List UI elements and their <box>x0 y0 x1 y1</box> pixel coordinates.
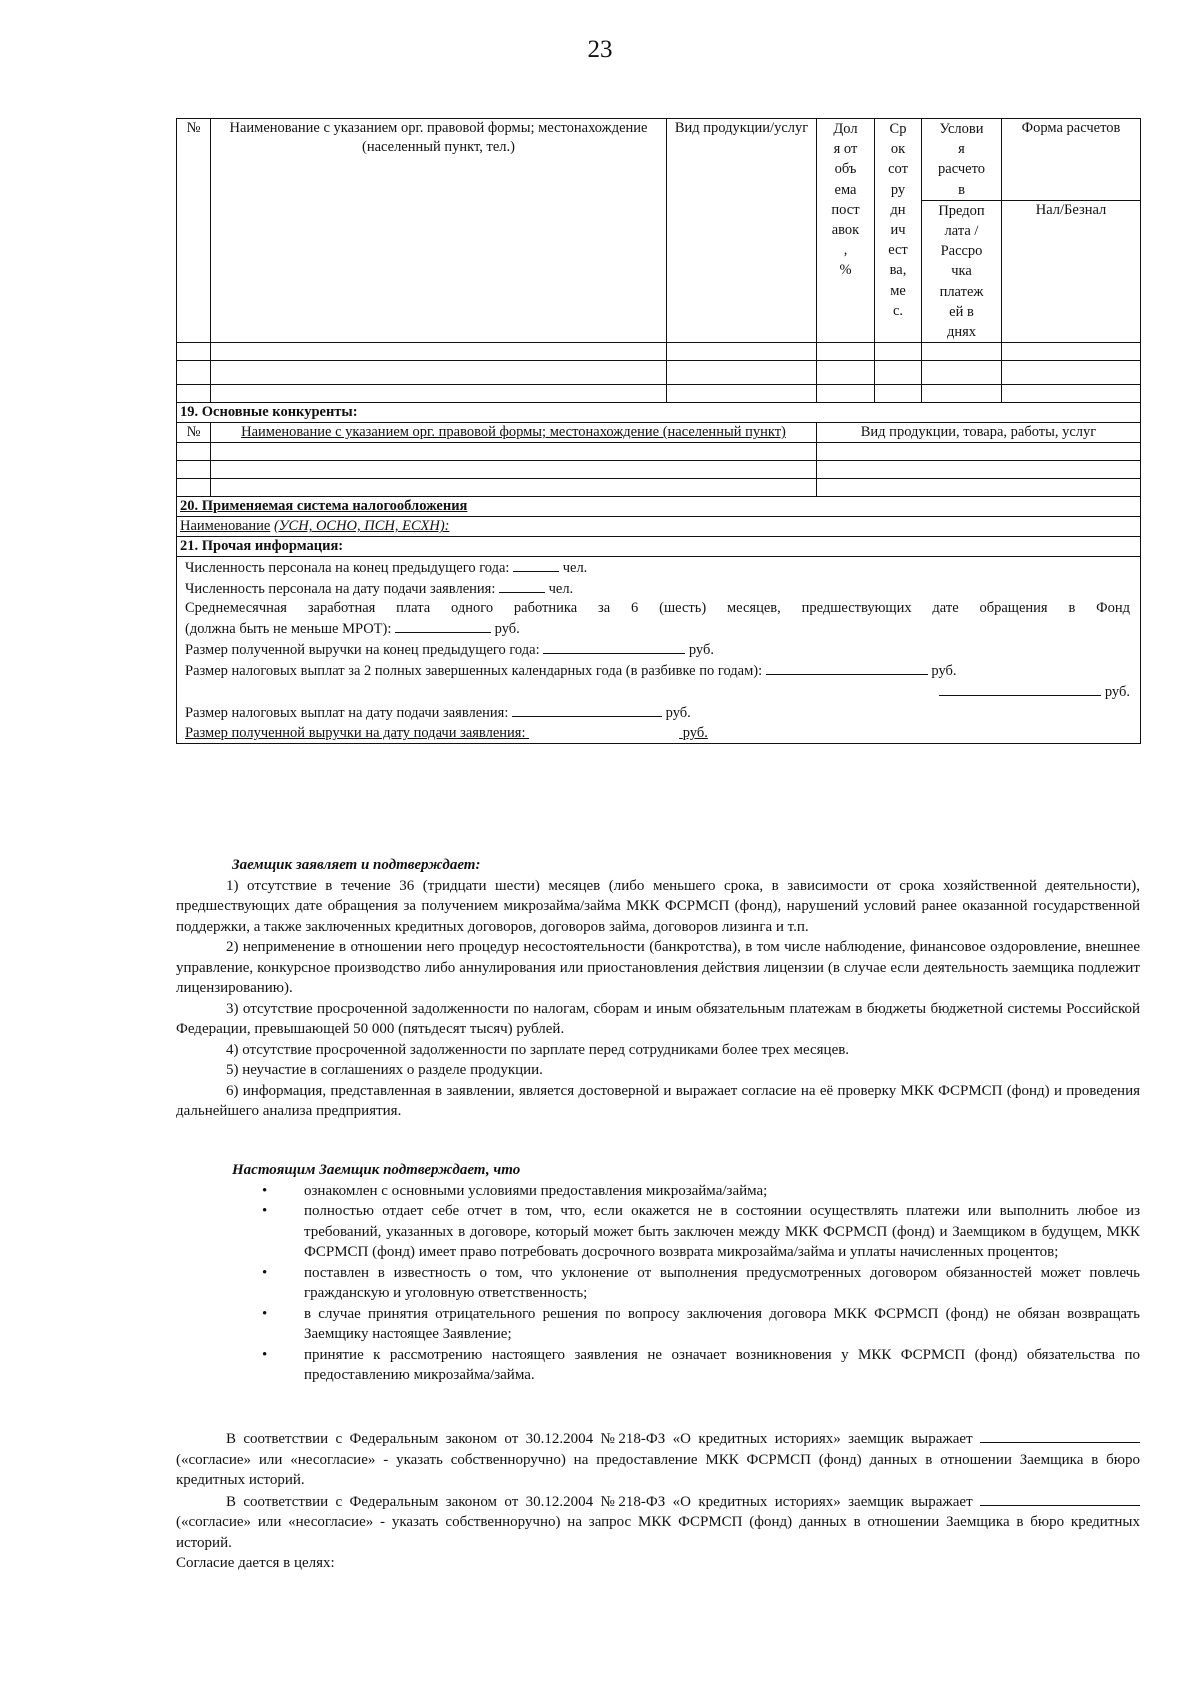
table-cell[interactable] <box>1002 385 1141 403</box>
declaration-item-1: 1) отсутствие в течение 36 (тридцати шести) месяцев (либо меньшего срока, в зависимости от срока хозяйственной деятельности), предшествующих дате обращения за получением микрозайма/займа МКК ФСРМСП (фонд), нарушений условий ранее оказанной государственной поддержки, а также заключенных кредитных договоров, договоров займа, договоров лизинга и т.п. <box>176 877 1140 935</box>
consent-purpose: Согласие дается в целях: <box>176 1555 335 1571</box>
declaration-item-2: 2) неприменение в отношении него процедур несостоятельности (банкротства), в том числе наблюдение, финансовое оздоровление, внешнее управление, конкурсное производство либо аннулирования или приостановления действия лицензии (в случае если деятельность заемщика подлежит лицензированию). <box>176 939 1140 996</box>
table-cell[interactable] <box>177 385 211 403</box>
table-cell[interactable] <box>177 443 211 461</box>
tax-now-line: Размер налоговых выплат на дату подачи заявления: руб. <box>185 702 1130 723</box>
table-cell[interactable] <box>817 361 875 385</box>
staff-prev-year-field[interactable] <box>513 557 559 572</box>
revenue-now-field[interactable] <box>529 723 679 737</box>
consent-paragraph-1: В соответствии с Федеральным законом от 30.12.2004 №218-ФЗ «О кредитных историях» заемщик выражает («согласие» или «несогласие» - указать собственноручно) на предоставление МКК ФСРМСП (фонд) данных в отношении Заемщика в бюро кредитных историй. <box>176 1428 1140 1491</box>
revenue-prev-year-field[interactable] <box>543 639 685 654</box>
table-cell[interactable] <box>211 461 817 479</box>
competitor-header-number: № <box>177 423 211 443</box>
section-20-title: 20. Применяемая система налогообложения <box>177 497 1141 517</box>
declaration-section <box>176 855 1140 1122</box>
bullet-icon: • <box>262 1182 268 1199</box>
tax-now-field[interactable] <box>512 702 662 717</box>
table-row <box>177 385 1141 403</box>
list-item: • ознакомлен с основными условиями предоставления микрозайма/займа; <box>304 1181 1140 1202</box>
table-cell[interactable] <box>667 343 817 361</box>
table-cell[interactable] <box>922 343 1002 361</box>
table-row <box>177 343 1141 361</box>
table-cell[interactable] <box>817 385 875 403</box>
table-cell[interactable] <box>875 385 922 403</box>
header-name: Наименование с указанием орг. правовой формы; местонахождение (населенный пункт, тел.) <box>211 119 667 343</box>
list-item: • полностью отдает себе отчет в том, что, если окажется не в состоянии осуществлять платежи или выполнить любое из требований, указанных в договоре, который может быть заключен между МКК ФСРМСП (фонд) и Заемщиком в будущем, МКК ФСРМСП (фонд) имеет право потребовать досрочного возврата микрозайма/займа и уплаты начисленных процентов; <box>262 1203 1140 1260</box>
tax-system-label: Наименование <box>180 518 271 535</box>
section-21-title: 21. Прочая информация: <box>177 537 1141 557</box>
bullet-icon: • <box>262 1346 268 1363</box>
declaration-item-4: 4) отсутствие просроченной задолженности по зарплате перед сотрудниками более трех месяцев. <box>226 1041 850 1058</box>
declaration-heading: Заемщик заявляет и подтверждает: <box>232 857 481 873</box>
header-payment-form: Форма расчетов <box>1002 119 1141 201</box>
application-form-table <box>176 118 1141 744</box>
header-prepayment <box>922 200 1002 342</box>
table-cell[interactable] <box>875 361 922 385</box>
header-prepayment-text: Предоп лата / Рассро чка платеж ей в днях <box>938 202 985 341</box>
staff-now-field[interactable] <box>499 578 545 593</box>
table-cell[interactable] <box>211 443 817 461</box>
list-item: • поставлен в известность о том, что уклонение от выполнения предусмотренных договором обязанностей может повлечь гражданскую и уголовную ответственность; <box>262 1264 1140 1301</box>
section-21-body-row <box>177 557 1141 744</box>
table-cell[interactable] <box>211 385 667 403</box>
table-cell[interactable] <box>922 385 1002 403</box>
staff-now-line: Численность персонала на дату подачи заявления: чел. <box>185 578 1130 599</box>
competitor-header-type: Вид продукции, товара, работы, услуг <box>817 423 1141 443</box>
table-row <box>177 361 1141 385</box>
table-cell[interactable] <box>211 343 667 361</box>
bullet-icon: • <box>262 1264 268 1281</box>
table-cell[interactable] <box>177 461 211 479</box>
list-item: • в случае принятия отрицательного решения по вопросу заключения договора МКК ФСРМСП (фонд) не обязан возвращать Заемщику настоящее Заявление; <box>262 1305 1140 1342</box>
header-share-text: Дол я от объ ема пост авок , % <box>831 121 860 279</box>
table-header-row <box>177 119 1141 201</box>
table-cell[interactable] <box>177 343 211 361</box>
section-21-title-row <box>177 537 1141 557</box>
revenue-prev-year-line: Размер полученной выручки на конец предыдущего года: руб. <box>185 639 1130 660</box>
confirmation-list <box>176 1181 1140 1386</box>
tax-two-years-line: Размер налоговых выплат за 2 полных завершенных календарных года (в разбивке по годам): руб. <box>185 660 1130 681</box>
header-product-type: Вид продукции/услуг <box>667 119 817 343</box>
consent-2-field[interactable] <box>980 1491 1140 1506</box>
header-number: № <box>177 119 211 343</box>
header-term-text: Ср ок сот ру дн ич ест ва, ме с. <box>888 121 908 319</box>
tax-system-hint: (УСН, ОСНО, ПСН, ЕСХН): <box>273 518 450 535</box>
salary-line-1: Среднемесячная заработная плата одного работника за 6 (шесть) месяцев, предшествующих дате обращения в Фонд <box>185 600 1130 617</box>
declaration-item-3: 3) отсутствие просроченной задолженности по налогам, сборам и иным обязательным платежам в бюджеты бюджетной системы Российской Федерации, превышающей 50 000 (пятьдесят тысяч) рублей. <box>176 1000 1140 1037</box>
header-conditions <box>922 119 1002 201</box>
section-19-title: 19. Основные конкуренты: <box>177 403 1141 423</box>
list-item: • принятие к рассмотрению настоящего заявления не означает возникновения у МКК ФСРМСП (фонд) обязательства по предоставлению микрозайма/займа. <box>262 1346 1140 1383</box>
header-cash-cashless: Нал/Безнал <box>1002 200 1141 342</box>
table-cell[interactable] <box>817 479 1141 497</box>
table-cell[interactable] <box>922 361 1002 385</box>
bullet-icon: • <box>262 1203 268 1219</box>
other-info-block <box>177 557 1141 744</box>
section-19-title-row <box>177 403 1141 423</box>
section-20-title-row <box>177 497 1141 517</box>
table-cell[interactable] <box>817 461 1141 479</box>
table-cell[interactable] <box>1002 343 1141 361</box>
competitor-row <box>177 443 1141 461</box>
header-conditions-text: Услови я расчето в <box>938 121 985 198</box>
salary-line-2: (должна быть не меньше МРОТ): руб. <box>185 618 1130 639</box>
tax-system-field[interactable] <box>177 517 1141 537</box>
competitor-header-name: Наименование с указанием орг. правовой формы; местонахождение (населенный пункт) <box>211 423 817 443</box>
consent-paragraph-2: В соответствии с Федеральным законом от 30.12.2004 №218-ФЗ «О кредитных историях» заемщик выражает («согласие» или «несогласие» - указать собственноручно) на запрос МКК ФСРМСП (фонд) данных в отношении Заемщика в бюро кредитных историй. <box>176 1491 1140 1554</box>
table-cell[interactable] <box>817 343 875 361</box>
consent-section <box>176 1428 1140 1574</box>
bullet-icon: • <box>262 1305 268 1322</box>
table-cell[interactable] <box>817 443 1141 461</box>
confirmation-heading: Настоящим Заемщик подтверждает, что <box>232 1162 521 1178</box>
table-cell[interactable] <box>875 343 922 361</box>
table-cell[interactable] <box>667 385 817 403</box>
section-20-name-row <box>177 517 1141 537</box>
consent-1-field[interactable] <box>980 1428 1140 1443</box>
tax-year-2-field[interactable] <box>939 681 1101 696</box>
confirmation-section <box>176 1160 1140 1386</box>
table-cell[interactable] <box>177 361 211 385</box>
section-19-header-row <box>177 423 1141 443</box>
table-cell[interactable] <box>211 361 667 385</box>
staff-prev-year-line: Численность персонала на конец предыдущего года: чел. <box>185 557 1130 578</box>
tax-second-year-line: руб. <box>185 681 1130 702</box>
declaration-item-6: 6) информация, представленная в заявлении, является достоверной и выражает согласие на её проверку МКК ФСРМСП (фонд) и проведения дальнейшего анализа предприятия. <box>176 1082 1140 1119</box>
header-term <box>875 119 922 343</box>
competitor-row <box>177 461 1141 479</box>
salary-field[interactable] <box>395 618 491 633</box>
table-cell[interactable] <box>177 479 211 497</box>
table-cell[interactable] <box>211 479 817 497</box>
page-number: 23 <box>587 36 613 63</box>
revenue-now-line: Размер полученной выручки на дату подачи заявления: руб. <box>185 725 708 742</box>
header-share <box>817 119 875 343</box>
table-cell[interactable] <box>1002 361 1141 385</box>
tax-year-1-field[interactable] <box>766 660 928 675</box>
competitor-row <box>177 479 1141 497</box>
declaration-item-5: 5) неучастие в соглашениях о разделе продукции. <box>226 1062 543 1078</box>
table-cell[interactable] <box>667 361 817 385</box>
